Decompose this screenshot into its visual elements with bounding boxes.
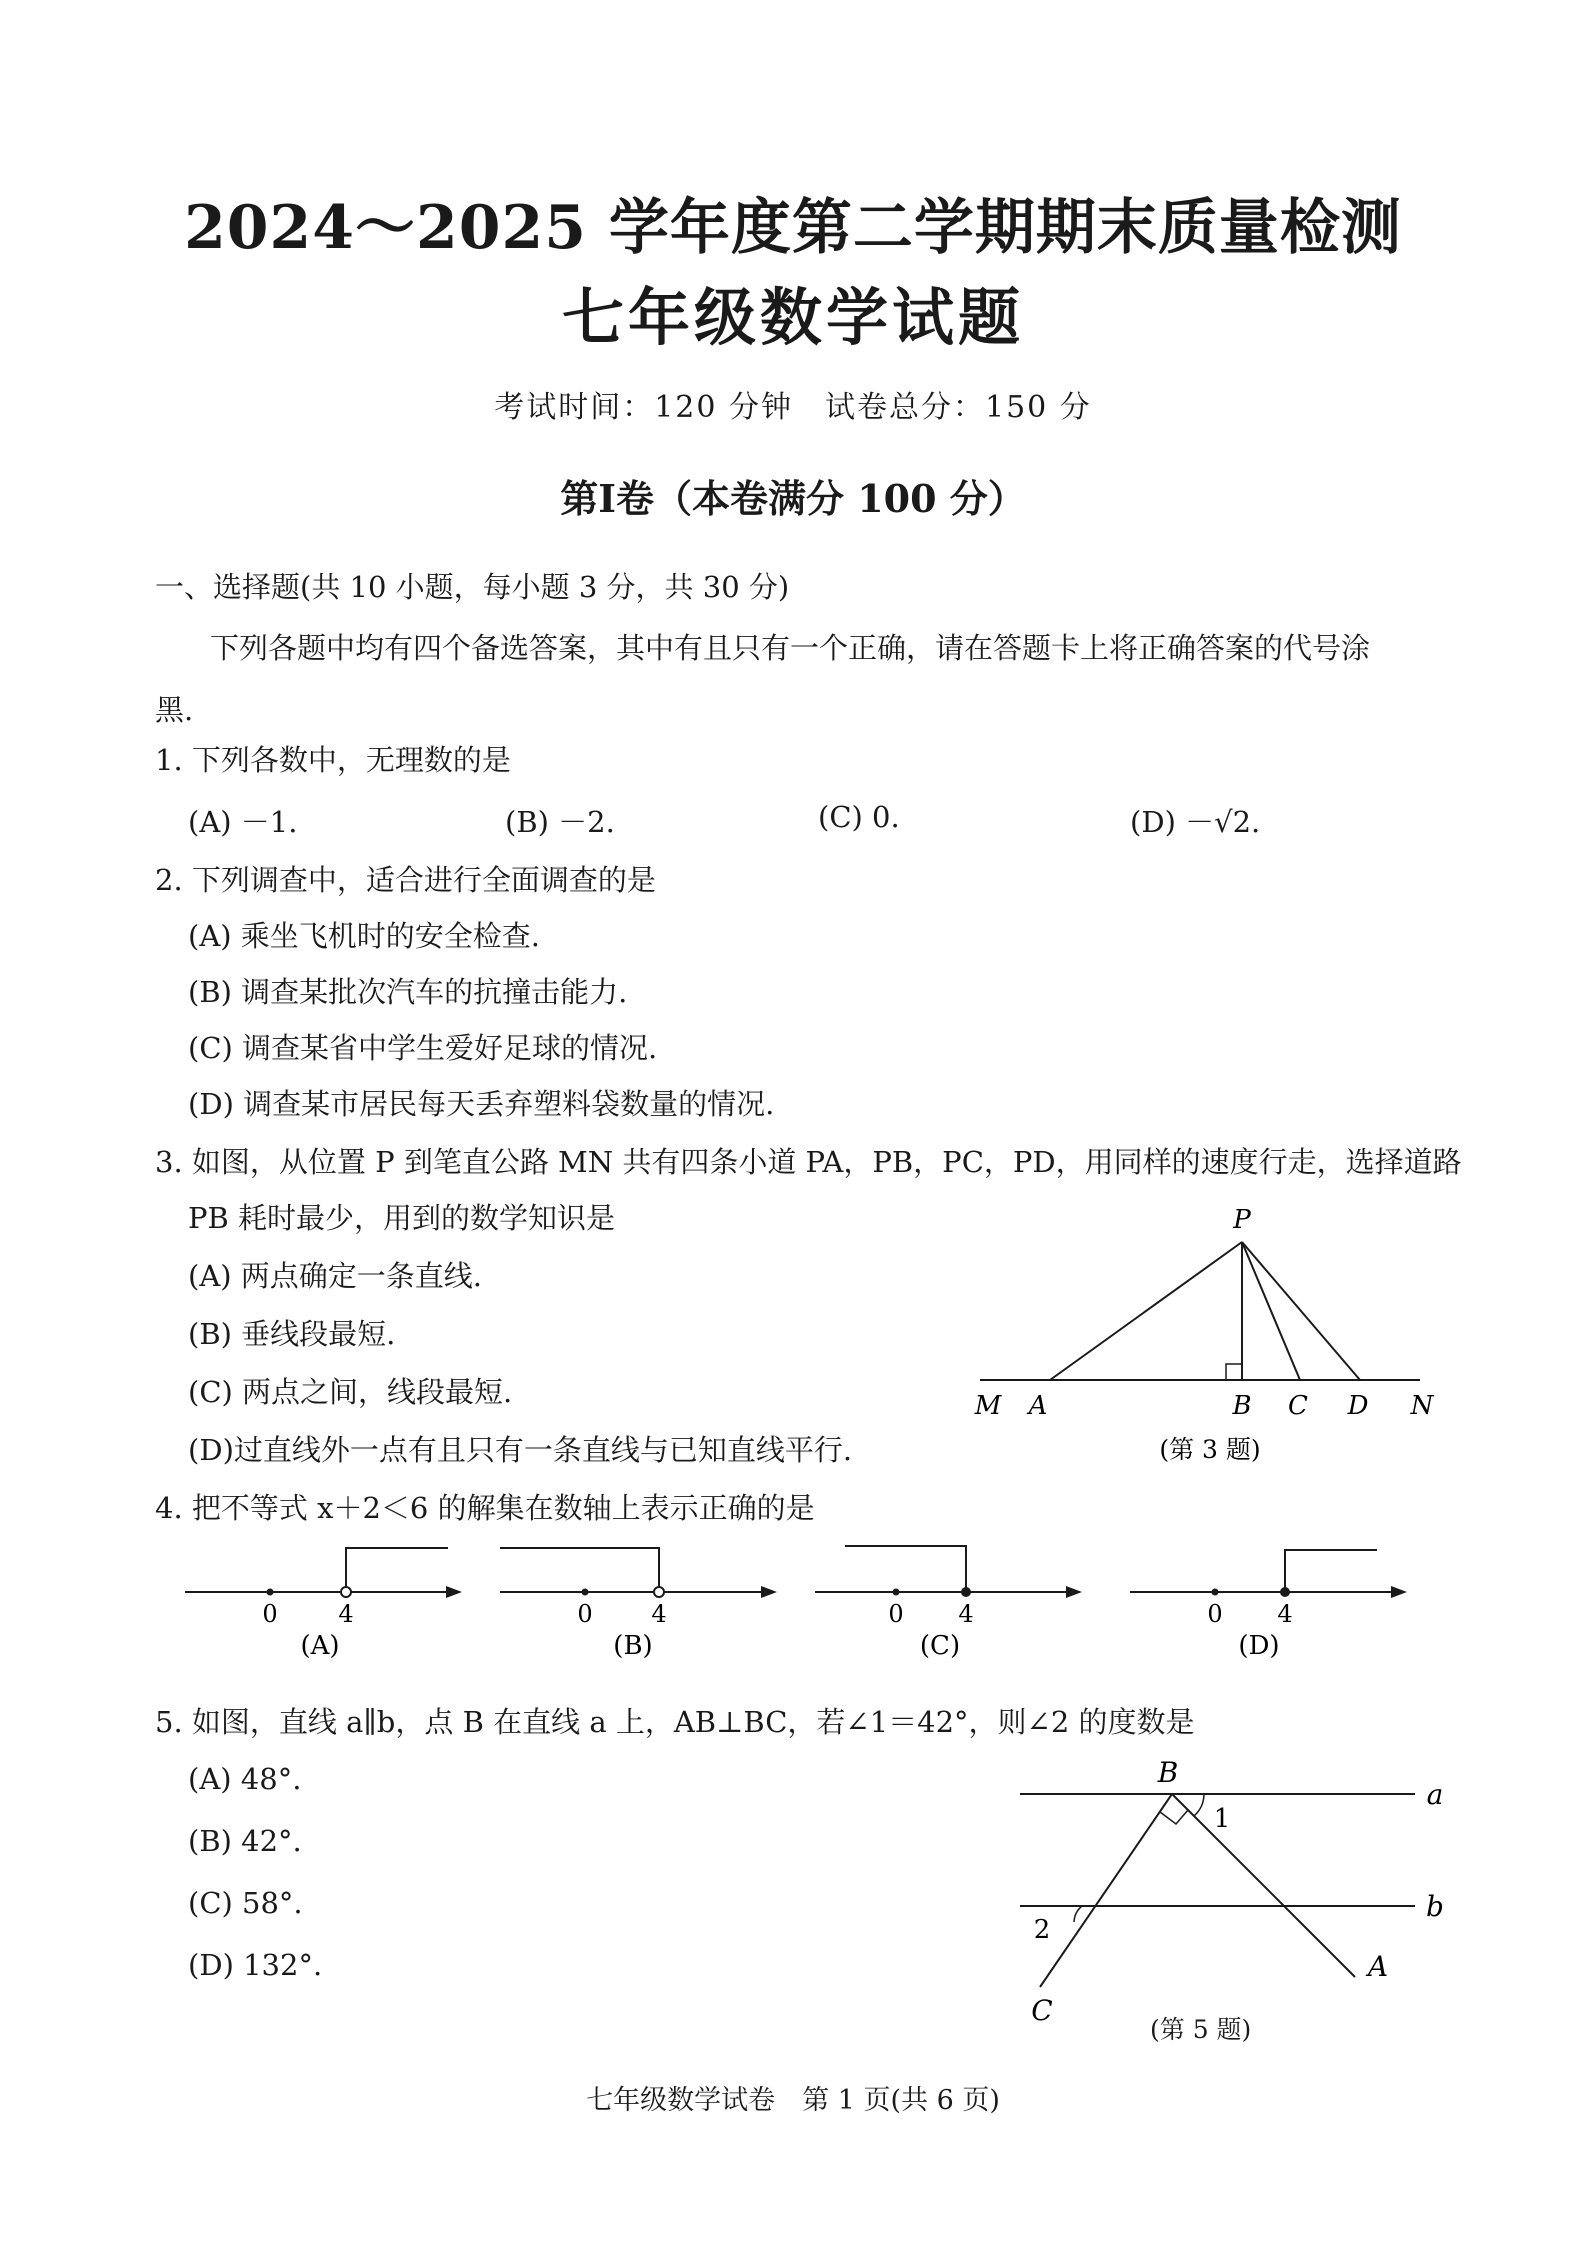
- label-d: D: [1347, 1391, 1369, 1421]
- right-angle-mark: [1226, 1364, 1242, 1380]
- segment-pa: [1050, 1242, 1242, 1380]
- option-label-c: (C): [919, 1631, 961, 1660]
- exam-subtitle: 七年级数学试题: [561, 281, 1024, 354]
- q3-stem-line1: 3. 如图，从位置 P 到笔直公路 MN 共有四条小道 PA，PB，PC，PD，用同样的速度行走，选择道路: [155, 1145, 1462, 1179]
- tick-label-4: 4: [651, 1600, 667, 1628]
- q3-option-d: (D)过直线外一点有且只有一条直线与已知直线平行.: [188, 1433, 853, 1467]
- segment-pd: [1242, 1242, 1360, 1380]
- q5-figure: [1010, 1752, 1460, 2052]
- label-angle-1: 1: [1213, 1804, 1231, 1834]
- q1-option-c: (C) 0.: [818, 800, 900, 834]
- q1-option-d: (D) －√2.: [1130, 805, 1261, 839]
- origin-dot: [582, 1589, 589, 1596]
- solution-ray: [845, 1546, 966, 1592]
- label-line-a: a: [1426, 1778, 1444, 1811]
- label-p: P: [1233, 1205, 1251, 1235]
- line-ba: [1172, 1794, 1355, 1977]
- number-line-a: [180, 1530, 470, 1660]
- label-b-point: B: [1157, 1756, 1179, 1789]
- label-n: N: [1410, 1391, 1434, 1421]
- section-instruction-line2: 黑.: [155, 693, 194, 727]
- arrow-head: [761, 1586, 777, 1598]
- label-b: B: [1232, 1391, 1252, 1421]
- q1-option-a: (A) －1.: [188, 805, 298, 839]
- number-line-b: [495, 1530, 785, 1660]
- number-line-c: [810, 1530, 1100, 1660]
- solution-ray: [500, 1548, 659, 1588]
- open-circle-4: [654, 1587, 664, 1597]
- q1-option-b: (B) －2.: [505, 805, 615, 839]
- label-m: M: [974, 1391, 1002, 1421]
- q2-option-d: (D) 调查某市居民每天丢弃塑料袋数量的情况.: [188, 1087, 775, 1121]
- tick-label-0: 0: [1207, 1600, 1223, 1628]
- tick-label-0: 0: [888, 1600, 904, 1628]
- segment-pc: [1242, 1242, 1300, 1380]
- origin-dot: [893, 1589, 900, 1596]
- angle-2-arc: [1074, 1906, 1082, 1922]
- q5-stem: 5. 如图，直线 a∥b，点 B 在直线 a 上，AB⊥BC，若∠1＝42°，则∠2 的度数是: [155, 1705, 1195, 1739]
- volume-title: 第Ⅰ卷（本卷满分 100 分）: [560, 476, 1026, 521]
- solid-dot-4: [1280, 1587, 1290, 1597]
- q2-stem: 2. 下列调查中，适合进行全面调查的是: [155, 863, 656, 897]
- q5-option-a: (A) 48°.: [188, 1762, 302, 1796]
- option-label-b: (B): [613, 1631, 653, 1660]
- q5-option-d: (D) 132°.: [188, 1948, 323, 1982]
- q5-option-c: (C) 58°.: [188, 1886, 303, 1920]
- solution-ray: [1285, 1550, 1377, 1592]
- label-c-point: C: [1031, 1994, 1053, 2027]
- q3-figure: [960, 1200, 1440, 1470]
- q3-option-c: (C) 两点之间，线段最短.: [188, 1375, 513, 1409]
- tick-label-4: 4: [1277, 1600, 1293, 1628]
- label-c: C: [1288, 1391, 1308, 1421]
- q2-option-b: (B) 调查某批次汽车的抗撞击能力.: [188, 975, 628, 1009]
- option-label-d: (D): [1238, 1631, 1280, 1660]
- q3-option-a: (A) 两点确定一条直线.: [188, 1259, 483, 1293]
- tick-label-4: 4: [958, 1600, 974, 1628]
- q2-option-a: (A) 乘坐飞机时的安全检查.: [188, 919, 541, 953]
- label-a-point: A: [1367, 1950, 1389, 1983]
- q3-caption: (第 3 题): [1159, 1435, 1261, 1464]
- option-label-a: (A): [300, 1631, 340, 1660]
- q5-option-b: (B) 42°.: [188, 1824, 302, 1858]
- q1-stem: 1. 下列各数中，无理数的是: [155, 743, 511, 777]
- arrow-head: [446, 1586, 462, 1598]
- tick-label-0: 0: [577, 1600, 593, 1628]
- section-instruction-line1: 下列各题中均有四个备选答案，其中有且只有一个正确，请在答题卡上将正确答案的代号涂: [210, 631, 1371, 665]
- exam-title: 2024～2025 学年度第二学期期末质量检测: [184, 193, 1402, 263]
- q3-option-b: (B) 垂线段最短.: [188, 1317, 396, 1351]
- line-bc: [1040, 1794, 1172, 1987]
- origin-dot: [267, 1589, 274, 1596]
- arrow-head: [1066, 1586, 1082, 1598]
- arrow-head: [1391, 1586, 1407, 1598]
- open-circle-4: [341, 1587, 351, 1597]
- label-line-b: b: [1426, 1890, 1444, 1923]
- q5-caption: (第 5 题): [1150, 2015, 1252, 2044]
- page-footer: 七年级数学试卷 第 1 页(共 6 页): [586, 2085, 1000, 2116]
- label-angle-2: 2: [1033, 1915, 1051, 1945]
- label-a: A: [1028, 1391, 1048, 1421]
- right-angle-mark: [1160, 1810, 1188, 1824]
- section-heading: 一、选择题(共 10 小题，每小题 3 分，共 30 分): [155, 570, 790, 604]
- solid-dot-4: [961, 1587, 971, 1597]
- angle-1-arc: [1194, 1794, 1204, 1816]
- origin-dot: [1212, 1589, 1219, 1596]
- solution-ray: [346, 1548, 448, 1588]
- q4-stem: 4. 把不等式 x＋2＜6 的解集在数轴上表示正确的是: [155, 1491, 815, 1525]
- number-line-d: [1125, 1530, 1415, 1660]
- q2-option-c: (C) 调查某省中学生爱好足球的情况.: [188, 1031, 658, 1065]
- q3-stem-line2: PB 耗时最少，用到的数学知识是: [188, 1201, 616, 1235]
- tick-label-4: 4: [338, 1600, 354, 1628]
- exam-info: 考试时间：120 分钟 试卷总分：150 分: [494, 390, 1092, 425]
- tick-label-0: 0: [262, 1600, 278, 1628]
